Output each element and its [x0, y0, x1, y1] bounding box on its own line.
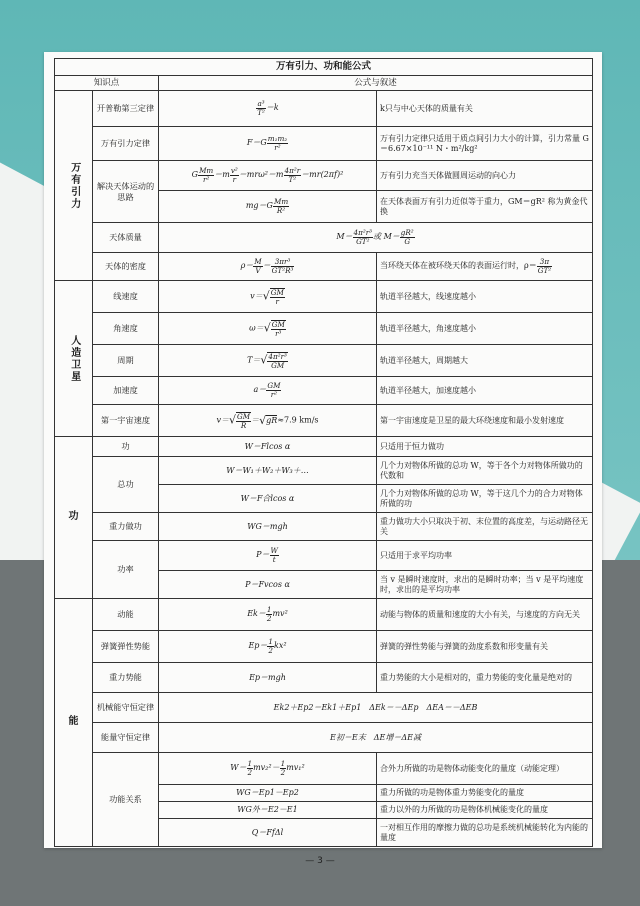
desc-kepler: k只与中心天体的质量有关	[377, 91, 593, 127]
item-first-cosmic-velocity: 第一宇宙速度	[93, 405, 159, 437]
formula-work: W＝Flcos α	[159, 437, 377, 457]
formula-gravitation-law: F＝G $\frac{\text{m₁m₂}}{\text{r²}}$	[159, 127, 377, 161]
item-kepler: 开普勒第三定律	[93, 91, 159, 127]
item-mechanical-conservation: 机械能守恒定律	[93, 693, 159, 723]
item-work: 功	[93, 437, 159, 457]
item-kinetic-energy: 动能	[93, 599, 159, 631]
item-energy-conservation: 能量守恒定律	[93, 723, 159, 753]
formula-mechanical-conservation: Ek2＋Ep2＝Ek1＋Ep1 ΔEk＝－ΔEp ΔEA＝－ΔEB	[159, 693, 593, 723]
item-work-energy-relation: 功能关系	[93, 753, 159, 847]
desc-work: 只适用于恒力做功	[377, 437, 593, 457]
desc-gravitation-law: 万有引力定律只适用于质点间引力大小的计算，引力常量 G＝6.67×10⁻¹¹ N・m²/kg²	[377, 127, 593, 161]
item-gravity-work: 重力做功	[93, 513, 159, 541]
desc-gravitational-pe: 重力势能的大小是相对的，重力势能的变化量是绝对的	[377, 663, 593, 693]
item-gravitational-pe: 重力势能	[93, 663, 159, 693]
formula-mechanical-change: WG外＝E2－E1	[159, 802, 377, 819]
item-method: 解决天体运动的思路	[93, 161, 159, 223]
formula-mass: M＝ $\frac{\text{4π²r³}}{\text{GT²}}$ 或 M＝ $\frac{\text{gR²}}{G}$	[159, 223, 593, 253]
desc-average-power: 只适用于求平均功率	[377, 541, 593, 571]
desc-centripetal: 万有引力充当天体做圆周运动的向心力	[377, 161, 593, 191]
item-linear-velocity: 线速度	[93, 281, 159, 313]
desc-period: 轨道半径越大，周期越大	[377, 345, 593, 377]
table-title: 万有引力、功和能公式	[55, 59, 593, 76]
desc-friction-heat: 一对相互作用的摩擦力做的总功是系统机械能转化为内能的量度	[377, 819, 593, 847]
formula-spring-energy: Ep＝ $\frac{1}{2}$ kx²	[159, 631, 377, 663]
desc-acceleration: 轨道半径越大，加速度越小	[377, 377, 593, 405]
formula-gravity-work: WG＝mgh	[159, 513, 377, 541]
item-mass: 天体质量	[93, 223, 159, 253]
formula-period: T＝√ $\frac{\text{4π²r³}}{GM}$	[159, 345, 377, 377]
section-gravitation: 万有引力	[55, 91, 93, 281]
item-period: 周期	[93, 345, 159, 377]
item-total-work: 总功	[93, 457, 159, 513]
formula-instant-power: P＝Fvcos α	[159, 571, 377, 599]
formula-kepler: $\frac{\text{a³}}{\text{T²}}$ ＝k	[159, 91, 377, 127]
document-sheet	[44, 52, 602, 848]
formula-gravitational-pe: Ep＝mgh	[159, 663, 377, 693]
desc-angular-velocity: 轨道半径越大，角速度越小	[377, 313, 593, 345]
formula-surface: mg＝G $\frac{Mm}{\text{R²}}$	[159, 191, 377, 223]
section-work: 功	[55, 437, 93, 599]
desc-gravity-pe-change: 重力所做的功是物体重力势能变化的量度	[377, 785, 593, 802]
desc-gravity-work: 重力做功大小只取决于初、末位置的高度差，与运动路径无关	[377, 513, 593, 541]
item-acceleration: 加速度	[93, 377, 159, 405]
item-power: 功率	[93, 541, 159, 599]
formula-acceleration: a＝ $\frac{GM}{\text{r²}}$	[159, 377, 377, 405]
formula-work-energy-theorem: W＝ $\frac{1}{2}$ mv₂²－ $\frac{1}{2}$ mv₁²	[159, 753, 377, 785]
item-density: 天体的密度	[93, 253, 159, 281]
desc-spring-energy: 弹簧的弹性势能与弹簧的劲度系数和形变量有关	[377, 631, 593, 663]
formula-friction-heat: Q＝FfΔl	[159, 819, 377, 847]
section-satellite: 人造卫星	[55, 281, 93, 437]
desc-linear-velocity: 轨道半径越大，线速度越小	[377, 281, 593, 313]
desc-instant-power: 当 v 是瞬时速度时，求出的是瞬时功率；当 v 是平均速度时，求出的是平均功率	[377, 571, 593, 599]
formula-average-power: P＝ $\frac{W}{t}$	[159, 541, 377, 571]
header-knowledge-point: 知识点	[55, 76, 159, 91]
formula-density: ρ＝ $\frac{M}{V}$ ＝ $\frac{\text{3πr³}}{\text{GT²R³}}$	[159, 253, 377, 281]
desc-total-work-net: 几个力对物体所做的总功 W，等于这几个力的合力对物体所做的功	[377, 485, 593, 513]
item-gravitation-law: 万有引力定律	[93, 127, 159, 161]
desc-density: 当环绕天体在被环绕天体的表面运行时，ρ＝ $\frac{3\pi}{\text{GT²}}$	[377, 253, 593, 281]
formula-linear-velocity: v＝√ $\frac{GM}{r}$	[159, 281, 377, 313]
formula-first-cosmic-velocity: v＝√ $\frac{GM}{R}$ ＝√gR≈7.9 km/s	[159, 405, 377, 437]
header-formula-description: 公式与叙述	[159, 76, 593, 91]
desc-work-energy-theorem: 合外力所做的功是物体动能变化的量度（动能定理）	[377, 753, 593, 785]
desc-first-cosmic-velocity: 第一宇宙速度是卫星的最大环绕速度和最小发射速度	[377, 405, 593, 437]
desc-kinetic-energy: 动能与物体的质量和速度的大小有关，与速度的方向无关	[377, 599, 593, 631]
page-number: — 3 —	[305, 856, 335, 866]
formula-kinetic-energy: Ek＝ $\frac{1}{2}$ mv²	[159, 599, 377, 631]
formula-energy-conservation: E初＝E末 ΔE增＝ΔE减	[159, 723, 593, 753]
formula-total-work-net: W＝F合lcos α	[159, 485, 377, 513]
section-energy: 能	[55, 599, 93, 847]
item-spring-energy: 弹簧弹性势能	[93, 631, 159, 663]
formula-total-work-sum: W＝W₁＋W₂＋W₃＋…	[159, 457, 377, 485]
desc-mechanical-change: 重力以外的力所做的功是物体机械能变化的量度	[377, 802, 593, 819]
formula-table	[54, 58, 593, 847]
formula-gravity-pe-change: WG＝Ep1－Ep2	[159, 785, 377, 802]
item-angular-velocity: 角速度	[93, 313, 159, 345]
desc-golden-substitution: 在天体表面万有引力近似等于重力，GM＝gR² 称为黄金代换	[377, 191, 593, 223]
formula-angular-velocity: ω＝√ $\frac{GM}{\text{r³}}$	[159, 313, 377, 345]
desc-total-work-sum: 几个力对物体所做的总功 W，等于各个力对物体所做功的代数和	[377, 457, 593, 485]
formula-centripetal: G $\frac{Mm}{\text{r²}}$ ＝m $\frac{\text{v²}}{r}$ ＝mrω²＝m $\frac{\text{4π²r}}{\text{T²}}$ ＝mr(2πf)²	[159, 161, 377, 191]
